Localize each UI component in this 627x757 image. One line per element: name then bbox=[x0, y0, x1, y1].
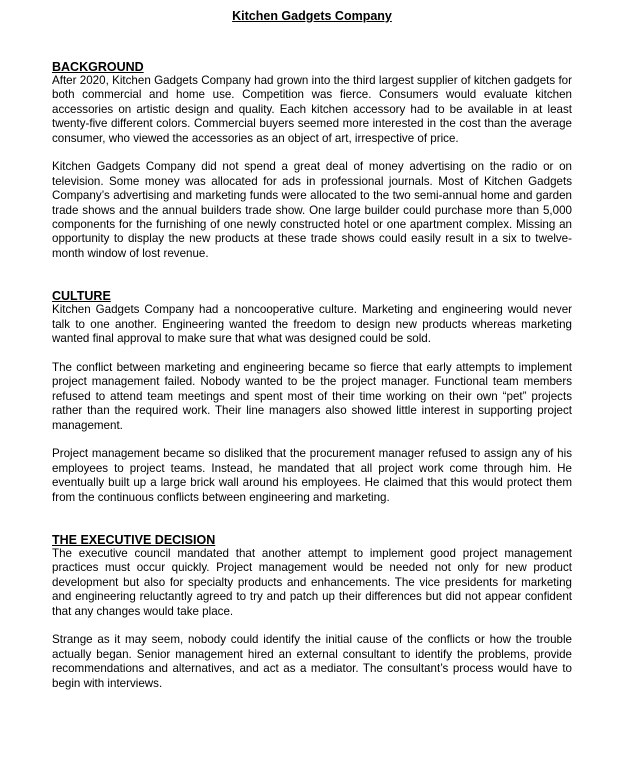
paragraph: The conflict between marketing and engineering became so fierce that early attempts to implement project management failed. Nobody wanted to be the project manager. Functional team members refused to attend team meetings and spent most of their time working on their own “pet” projects rather than the required work. Their line managers also showed little interest in supporting project management. bbox=[52, 360, 572, 432]
document-title: Kitchen Gadgets Company bbox=[232, 9, 392, 23]
paragraph: Strange as it may seem, nobody could identify the initial cause of the conflicts or how the trouble actually began. Senior management hired an external consultant to identify the problems, provide recommendations and alternatives, and act as a mediator. The consultant’s process would have to begin with interviews. bbox=[52, 633, 572, 690]
section-culture bbox=[52, 289, 572, 505]
paragraph: Project management became so disliked that the procurement manager refused to assign any of his employees to project teams. Instead, he mandated that all project work come through him. He eventually built up a large brick wall around his employees. He claimed that this would protect them from the continuous conflicts between engineering and marketing. bbox=[52, 447, 572, 504]
paragraph: The executive council mandated that another attempt to implement good project management practices must occur quickly. Project management would be needed not only for new product development but also for specialty products and enhancements. The vice presidents for marketing and engineering reluctantly agreed to try and patch up their differences but did not appear confident that any changes would take place. bbox=[52, 546, 572, 618]
section-heading: CULTURE bbox=[52, 289, 111, 304]
paragraph: After 2020, Kitchen Gadgets Company had grown into the third largest supplier of kitchen gadgets for both commercial and home use. Competition was fierce. Consumers would evaluate kitchen accessories on artistic design and quality. Each kitchen accessory had to be available in at least twenty-five different colors. Commercial buyers seemed more interested in the cost than the average consumer, who viewed the accessories as an object of art, irrespective of price. bbox=[52, 74, 572, 145]
section-executive-decision bbox=[52, 533, 572, 691]
section-background bbox=[52, 60, 572, 261]
section-heading: THE EXECUTIVE DECISION bbox=[52, 532, 216, 547]
paragraph: Kitchen Gadgets Company had a noncooperative culture. Marketing and engineering would never talk to one another. Engineering wanted the freedom to design new products whereas marketing wanted final approval to make sure that what was designed could be sold. bbox=[52, 303, 572, 346]
paragraph: Kitchen Gadgets Company did not spend a great deal of money advertising on the radio or on television. Some money was allocated for ads in professional journals. Most of Kitchen Gadgets Company’s advertising and marketing funds were allocated to the two semi-annual home and garden trade shows and the annual builders trade show. One large builder could purchase more than 5,000 components for the furnishing of one newly constructed hotel or one apartment complex. Missing an opportunity to display the new products at these trade shows could easily result in a six to twelve-month window of lost revenue. bbox=[52, 160, 572, 260]
document-page bbox=[52, 8, 572, 691]
section-heading: BACKGROUND bbox=[52, 60, 144, 74]
